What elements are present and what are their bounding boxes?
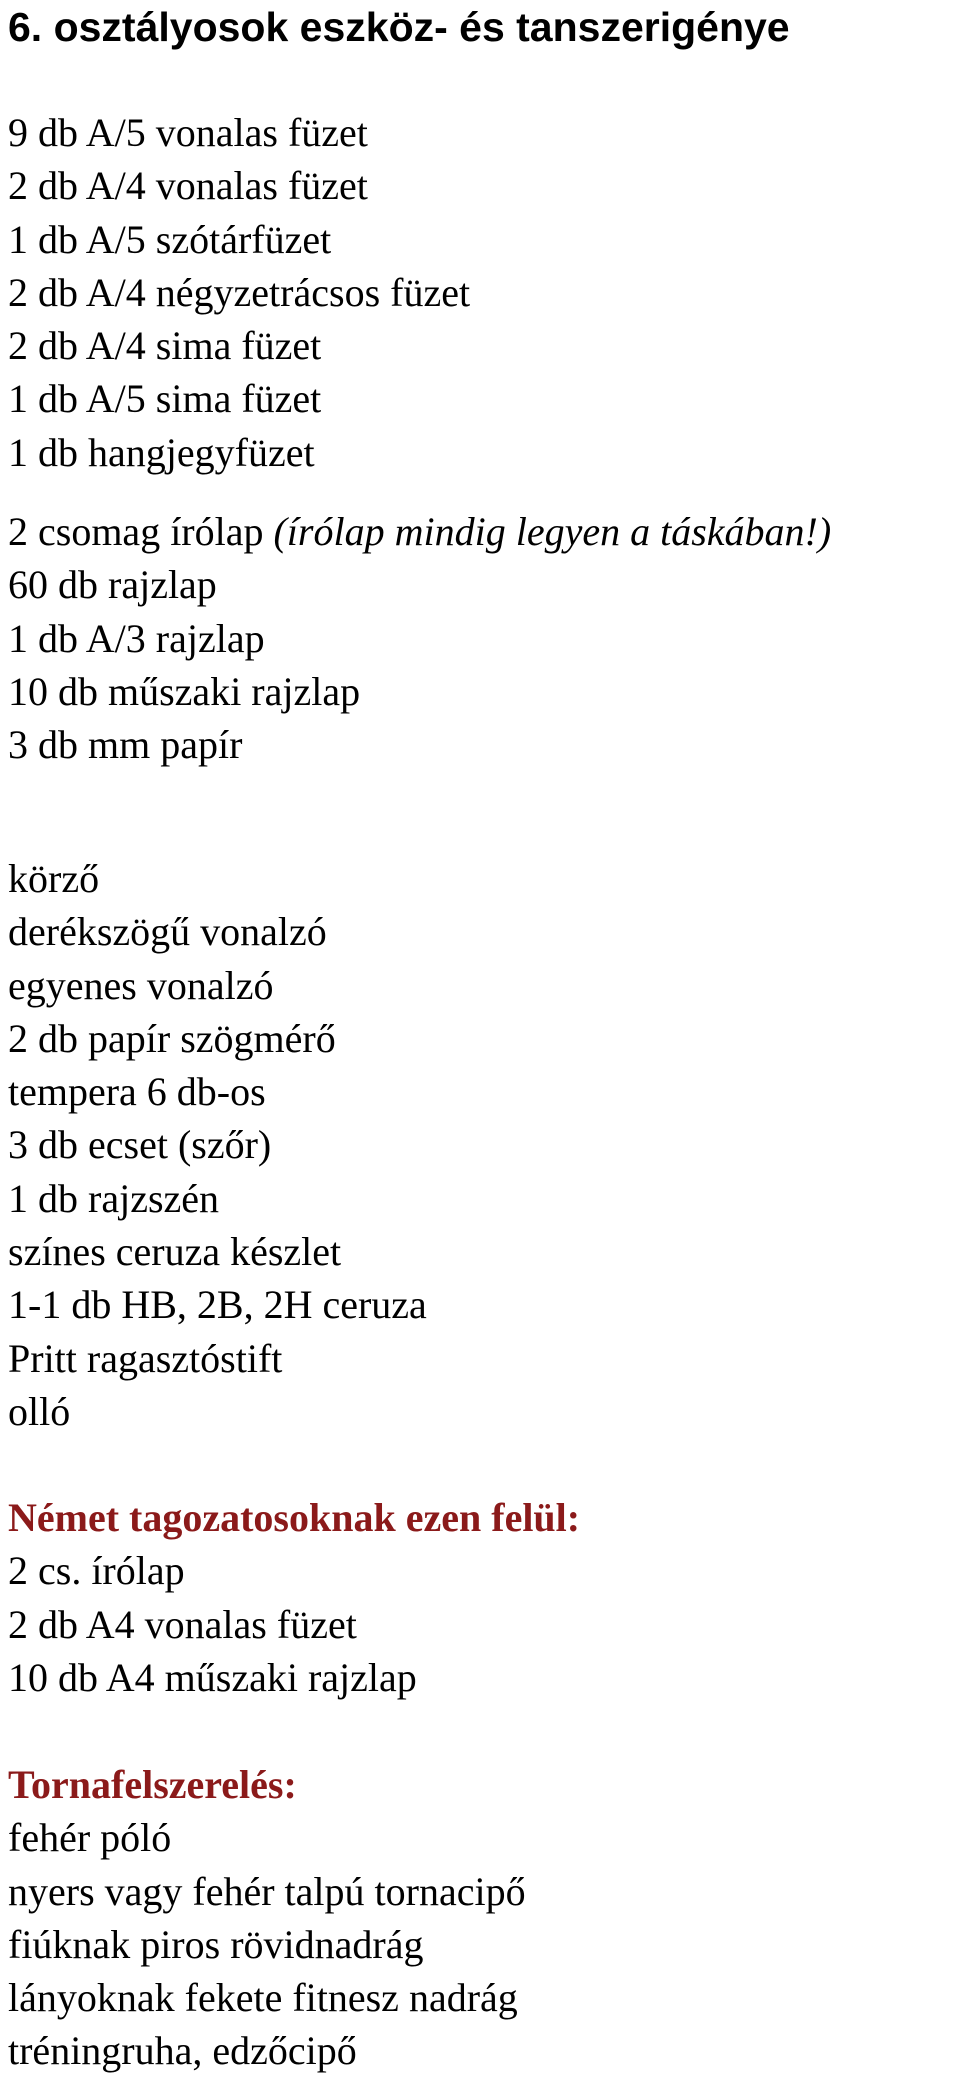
list-item-text: 2 csomag írólap	[8, 509, 274, 554]
list-item: fiúknak piros rövidnadrág	[8, 1921, 424, 1967]
notebook-list	[8, 106, 470, 479]
list-item: 10 db műszaki rajzlap	[8, 668, 361, 714]
page-title: 6. osztályosok eszköz- és tanszerigénye	[8, 4, 790, 50]
list-item: lányoknak fekete fitnesz nadrág	[8, 1975, 518, 2021]
list-item: Pritt ragasztóstift	[8, 1335, 283, 1381]
list-item: 10 db A4 műszaki rajzlap	[8, 1654, 417, 1700]
pe-section	[8, 1758, 526, 2078]
list-item: 1 db rajzszén	[8, 1175, 220, 1221]
section-heading-german: Német tagozatosoknak ezen felül:	[8, 1495, 581, 1540]
list-item: derékszögű vonalzó	[8, 909, 327, 955]
list-item: nyers vagy fehér talpú tornacipő	[8, 1868, 526, 1914]
list-item: 9 db A/5 vonalas füzet	[8, 110, 368, 155]
list-item: egyenes vonalzó	[8, 962, 274, 1008]
list-item: 2 db A4 vonalas füzet	[8, 1601, 357, 1647]
list-item: 1 db A/5 szótárfüzet	[8, 216, 332, 262]
list-item	[8, 505, 831, 558]
list-item: 2 db A/4 vonalas füzet	[8, 163, 368, 209]
list-item: 1 db A/3 rajzlap	[8, 615, 265, 661]
list-item-note: (írólap mindig legyen a táskában!)	[273, 509, 832, 554]
list-item: színes ceruza készlet	[8, 1229, 342, 1275]
list-item: körző	[8, 856, 100, 901]
list-item: 3 db ecset (szőr)	[8, 1122, 272, 1168]
tools-list	[8, 852, 427, 1438]
german-section	[8, 1491, 580, 1704]
list-item: 3 db mm papír	[8, 722, 243, 768]
list-item: olló	[8, 1388, 71, 1434]
list-item: 2 db papír szögmérő	[8, 1015, 336, 1061]
list-item: 60 db rajzlap	[8, 562, 217, 608]
section-heading-pe: Tornafelszerelés:	[8, 1762, 297, 1807]
list-item: 1-1 db HB, 2B, 2H ceruza	[8, 1282, 427, 1328]
list-item: 2 db A/4 négyzetrácsos füzet	[8, 269, 471, 315]
list-item: tréningruha, edzőcipő	[8, 2028, 357, 2074]
list-item: 2 cs. írólap	[8, 1548, 185, 1594]
list-item: tempera 6 db-os	[8, 1069, 266, 1115]
list-item: 1 db A/5 sima füzet	[8, 376, 322, 422]
list-item: 2 db A/4 sima füzet	[8, 323, 322, 369]
list-item: 1 db hangjegyfüzet	[8, 429, 315, 475]
list-item: fehér póló	[8, 1815, 172, 1861]
paper-list	[8, 505, 831, 771]
